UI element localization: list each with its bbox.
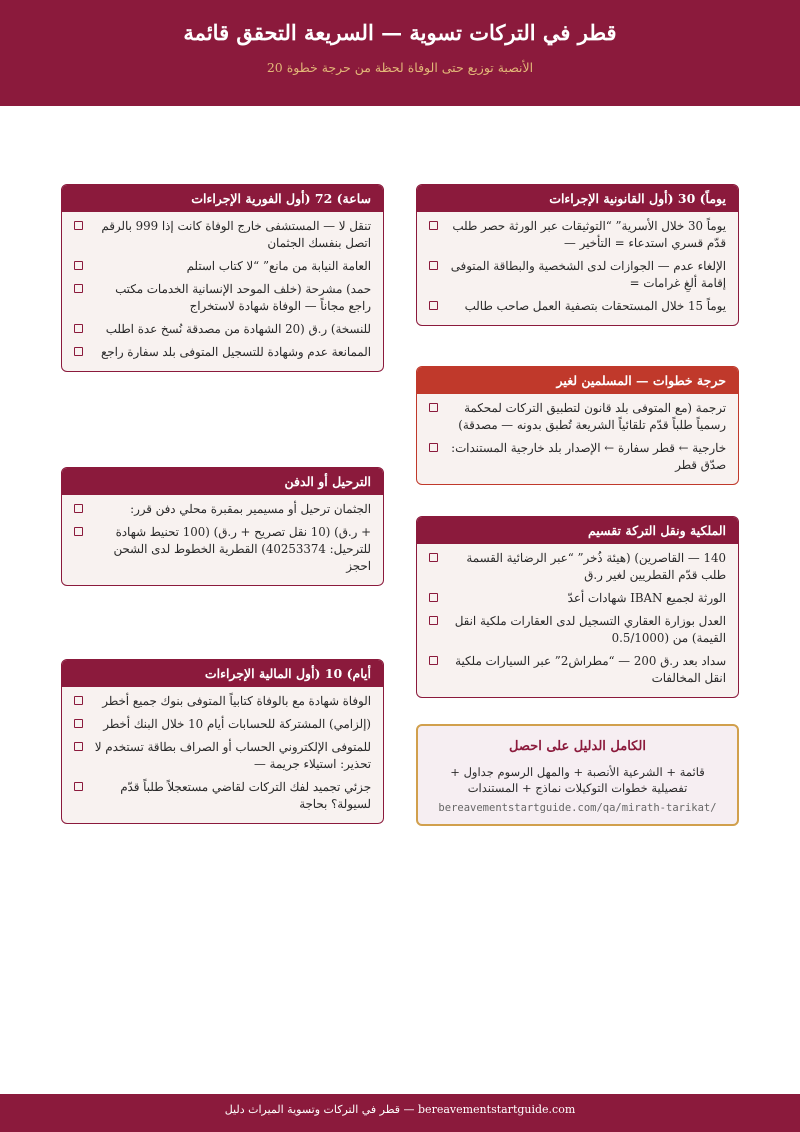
checklist-item[interactable] (429, 400, 726, 434)
checklist (417, 394, 738, 484)
checklist-item[interactable] (74, 716, 371, 733)
page-title: قطر في التركات تسوية — السريعة التحقق قائمة (183, 20, 617, 45)
checkbox-icon[interactable] (74, 696, 83, 705)
item-text: سداد بعد ر.ق 200 — “مطراش2” عبر السيارات ملكية انقل المخالفات (455, 654, 726, 685)
checkbox-icon[interactable] (429, 656, 438, 665)
checklist-item[interactable] (74, 779, 371, 813)
checklist (417, 212, 738, 325)
item-text: ترجمة (مع المتوفى بلد قانون لتطبيق التركات لمحكمة رسمياً طلباً قدّم تلقائياً الشريعة تُطبق بدونه — مصدقة) (458, 401, 726, 432)
card-title: يوماً) 30 (أول القانونية الإجراءات (417, 185, 738, 212)
checklist-item[interactable] (74, 281, 371, 315)
checkbox-icon[interactable] (429, 261, 438, 270)
card-title: الترحيل أو الدفن (62, 468, 383, 495)
item-text: 140 — القاصرين) (هيئة ذُخر” “عبر الرضائية القسمة طلب قدّم القطريين لغير ر.ق (466, 551, 726, 582)
checklist (62, 212, 383, 371)
checkbox-icon[interactable] (74, 347, 83, 356)
checklist-item[interactable] (74, 344, 371, 361)
checklist-item[interactable] (429, 298, 726, 315)
item-text: الإلغاء عدم — الجوازات لدى الشخصية والبطاقة المتوفى إقامة ألغِ غرامات = (450, 259, 726, 290)
guide-link[interactable]: bereavementstartguide.com/qa/mirath-tarikat/ (438, 802, 717, 814)
checklist-item[interactable] (429, 258, 726, 292)
checkbox-icon[interactable] (74, 782, 83, 791)
checklist-item[interactable] (74, 524, 371, 575)
item-text: للنسخة) ر.ق (20 الشهادة من مصدقة نُسخ عدة اطلب (105, 322, 371, 336)
callout-title: الكامل الدليل على احصل (509, 739, 646, 754)
item-text: + ر.ق) (10 نقل تصريح + ر.ق) (100 تحنيط شهادة للترحيل: 40253374) القطرية الخطوط لدى الشحن احجز (113, 525, 371, 573)
card-title: أيام) 10 (أول المالية الإجراءات (62, 660, 383, 687)
item-text: الورثة لجميع IBAN شهادات أعدّ (567, 591, 726, 605)
card-repatriation-burial (61, 467, 384, 586)
checklist-item[interactable] (74, 739, 371, 773)
checkbox-icon[interactable] (74, 504, 83, 513)
item-text: حمد) مشرحة (خلف الموحد الإنسانية الخدمات مكتب راجع مجاناً — الوفاة شهادة لاستخراج (115, 282, 371, 313)
item-text: للمتوفى الإلكتروني الحساب أو الصراف بطاقة تستخدم لا تحذير: استيلاء جريمة — (94, 740, 371, 771)
checklist (62, 495, 383, 585)
card-first-30-days (416, 184, 739, 326)
checkbox-icon[interactable] (429, 403, 438, 412)
card-title: الملكية ونقل التركة تقسيم (417, 517, 738, 544)
item-text: تنقل لا — المستشفى خارج الوفاة كانت إذا 999 بالرقم اتصل بنفسك الجثمان (101, 219, 371, 250)
card-non-muslims (416, 366, 739, 485)
checkbox-icon[interactable] (429, 593, 438, 602)
checklist-item[interactable] (429, 653, 726, 687)
card-title: حرجة خطوات — المسلمين لغير (417, 367, 738, 394)
card-first-10-days (61, 659, 384, 824)
item-text: العامة النيابة من مانع” “لا كتاب استلم (186, 259, 371, 273)
checkbox-icon[interactable] (429, 221, 438, 230)
item-text: (إلزامي) المشتركة للحسابات أيام 10 خلال البنك أخطر (103, 717, 371, 731)
checklist-item[interactable] (429, 590, 726, 607)
item-text: العدل بوزارة العقاري التسجيل لدى العقارات ملكية انقل القيمة) من (0.5/1000 (454, 614, 726, 645)
checklist (62, 687, 383, 823)
page-header (0, 0, 800, 106)
checklist (417, 544, 738, 697)
checkbox-icon[interactable] (74, 742, 83, 751)
page-subtitle: الأنصبة توزيع حتى الوفاة لحظة من حرجة خطوة 20 (266, 60, 534, 75)
checklist-item[interactable] (74, 501, 371, 518)
checklist-item[interactable] (74, 693, 371, 710)
page-footer (0, 1094, 800, 1132)
checkbox-icon[interactable] (74, 527, 83, 536)
checkbox-icon[interactable] (429, 301, 438, 310)
checkbox-icon[interactable] (74, 284, 83, 293)
checkbox-icon[interactable] (429, 443, 438, 452)
card-estate-division (416, 516, 739, 698)
item-text: يوماً 30 خلال الأسرية” “التوثيقات عبر الورثة حصر طلب قدّم قسري استدعاء = التأخير — (452, 219, 726, 250)
checklist-item[interactable] (74, 218, 371, 252)
checklist-item[interactable] (74, 258, 371, 275)
item-text: خارجية ← قطر سفارة ← الإصدار بلد خارجية المستندات: صدّق قطر (451, 441, 726, 472)
item-text: الجثمان ترحيل أو مسيمير بمقبرة محلي دفن قرر: (130, 502, 371, 516)
callout-description: قائمة + الشرعية الأنصبة + والمهل الرسوم جداول + تفصيلية خطوات التوكيلات نماذج + المستندات (450, 765, 705, 795)
item-text: الممانعة عدم وشهادة للتسجيل المتوفى بلد سفارة راجع (101, 345, 371, 359)
checklist-item[interactable] (429, 218, 726, 252)
checklist-item[interactable] (429, 440, 726, 474)
checkbox-icon[interactable] (74, 324, 83, 333)
checklist-item[interactable] (74, 321, 371, 338)
footer-text: bereavementstartguide.com — قطر في التركات وتسوية الميراث دليل (224, 1103, 576, 1116)
item-text: الوفاة شهادة مع بالوفاة كتابياً المتوفى بنوك جميع أخطر (102, 694, 371, 708)
checkbox-icon[interactable] (74, 261, 83, 270)
card-title: ساعة) 72 (أول الفورية الإجراءات (62, 185, 383, 212)
checklist-item[interactable] (429, 550, 726, 584)
item-text: يوماً 15 خلال المستحقات بتصفية العمل صاحب طالب (464, 299, 726, 313)
checkbox-icon[interactable] (74, 221, 83, 230)
checkbox-icon[interactable] (429, 616, 438, 625)
full-guide-callout[interactable] (416, 724, 739, 826)
item-text: جزئي تجميد لفك التركات لقاضي مستعجلاً طلباً قدّم لسيولة؟ بحاجة (120, 780, 371, 811)
checkbox-icon[interactable] (74, 719, 83, 728)
checkbox-icon[interactable] (429, 553, 438, 562)
checklist-item[interactable] (429, 613, 726, 647)
card-first-72-hours (61, 184, 384, 372)
